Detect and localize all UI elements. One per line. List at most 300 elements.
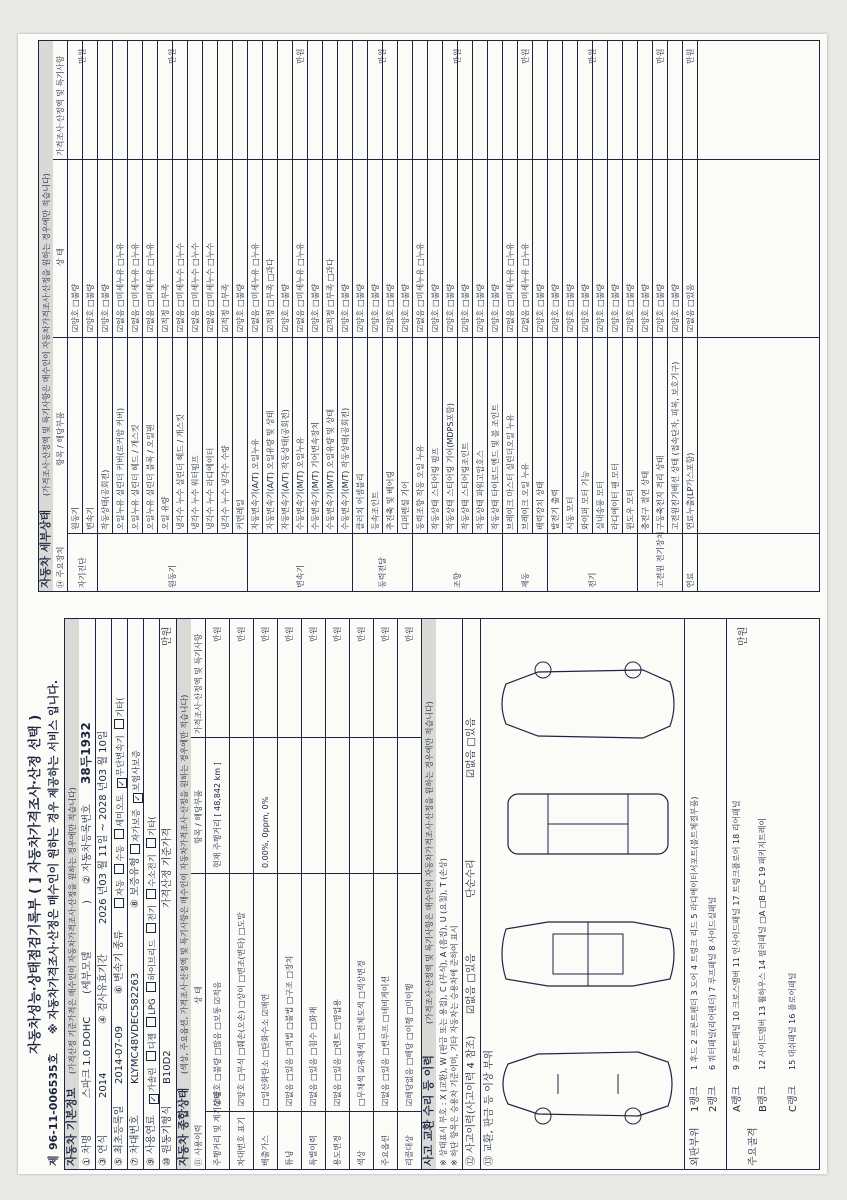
detail-row-item: 자동변속기(A/T) 오일유량 및 상태 <box>266 410 275 530</box>
rule <box>337 41 338 534</box>
service-notice: ※ 자동차가격조사·산정은 매수인이 원하는 경우 제공하는 서비스 입니다. <box>47 679 60 1034</box>
rule <box>205 619 206 1169</box>
first-reg-label: ⑤ 최초등록일 <box>114 1105 125 1166</box>
transmission-checkbox[interactable] <box>114 864 124 874</box>
transmission-checkbox[interactable] <box>114 898 124 908</box>
detail-group-unit: 만원 <box>168 48 177 64</box>
model-label: (세부모델 <box>82 951 93 994</box>
rule <box>480 619 481 1169</box>
detail-row-state[interactable]: ☑적정 □부족 <box>161 283 170 332</box>
fuel-option[interactable] <box>146 905 159 933</box>
overall-row-unit: 만원 <box>213 626 222 642</box>
fuel-option-label: 디젤 <box>148 1032 158 1050</box>
overall-row-unit: 만원 <box>285 626 294 642</box>
detail-row-state[interactable]: ☑적정 □부족 □과다 <box>266 258 275 332</box>
transmission-option[interactable] <box>116 735 127 788</box>
detail-col-item: 항목 / 해당부품 <box>56 411 65 466</box>
overall-col-state: 상 태 <box>194 986 203 1004</box>
detail-row-state[interactable]: ☑양호 □불량 <box>656 283 665 332</box>
detail-row-item: 작동상태 스티어링조인트 <box>461 442 470 530</box>
transmission-option-label: 기타( <box>116 697 126 718</box>
fuel-option[interactable] <box>146 854 159 899</box>
detail-row-state[interactable]: ☑양호 □불량 <box>446 283 455 332</box>
overall-row-unit: 만원 <box>357 626 366 642</box>
detail-row-state[interactable]: ☑양호 □불량 <box>581 283 590 332</box>
rule <box>502 41 503 591</box>
car-name-label: ① 차명 <box>82 1134 93 1166</box>
rule <box>157 41 158 534</box>
rotated-sheet <box>18 34 827 1174</box>
accident-section-note: (가격조사·산정액 및 특기사항은 매수인이 자동차가격조사·산정을 원하는 경우에만 적습니다) <box>425 701 434 1024</box>
overall-row-label: 색상 <box>357 1150 366 1166</box>
rule <box>301 619 302 1169</box>
overall-section-title: 자동차 종합상태 <box>177 1087 190 1166</box>
rule <box>253 619 254 1169</box>
rule <box>457 41 458 534</box>
rule <box>127 619 128 1169</box>
detail-row-state[interactable]: ☑양호 □불량 <box>281 283 290 332</box>
detail-group-name: 동력전달 <box>378 557 387 588</box>
fuel-option[interactable] <box>146 939 159 992</box>
detail-row-item: 수동변속기(M/T) 작동상태(공회전) <box>341 407 350 530</box>
fuel-option-label: 가솔린 <box>148 1067 158 1092</box>
rankB: B랭크 <box>758 1085 769 1112</box>
rule <box>127 41 128 534</box>
detail-group-name: 연료 <box>685 572 695 588</box>
rule <box>637 41 638 591</box>
rule <box>82 41 83 534</box>
detail-row-state[interactable]: ☑없음 □미세누유 □누유 <box>146 242 155 332</box>
detail-row-state[interactable]: ☑양호 □불량 <box>386 283 395 332</box>
reg-no: 38두1932 <box>79 722 93 784</box>
engine-label: ⑩ 원동기형식 <box>162 1105 173 1166</box>
rank2-items: 6 쿼터패널(리어펜더) 7 루프패널 8 사이드실패널 <box>708 896 717 1070</box>
rule <box>325 619 326 1169</box>
detail-row-item: 수동변속기(M/T) 오일유량 및 상태 <box>326 408 335 530</box>
document-page <box>18 34 827 1174</box>
detail-row-item: 작동상태 파워고압호스 <box>476 450 485 530</box>
basic-section-note: (가격산정 기준가격은 매수인이 자동차가격조사·산정을 원하는 경우에만 적습니다) <box>68 787 77 1074</box>
detail-row-state[interactable]: ☑없음 □미세누유 □누유 <box>416 242 425 332</box>
transmission-option-label: 무단변속기 <box>116 735 126 777</box>
accident-legend: ※ 상태표시 부호 : X (교환), W (판금 또는 용접), C (부식), A (흠집), U (요철), T (손상) <box>439 857 448 1166</box>
fuel-option[interactable] <box>148 1067 159 1104</box>
rule <box>277 619 278 1169</box>
detail-row-state[interactable]: ☑없음 □있음 <box>686 283 695 332</box>
warranty-label: ⑧ 보증유형 <box>130 857 141 908</box>
rule <box>97 41 98 591</box>
detail-row-item: 냉각수 누수 냉각수 수량 <box>221 445 230 530</box>
detail-group-unit: 만원 <box>378 48 387 64</box>
fuel-label: ⑨ 사용연료 <box>146 1115 157 1166</box>
detail-row-state[interactable]: ☑양호 □불량 <box>431 283 440 332</box>
overall-row-label: 용도변경 <box>333 1135 342 1166</box>
rule <box>67 533 819 534</box>
detail-row-state[interactable]: ☑양호 □불량 <box>566 283 575 332</box>
rule <box>247 41 248 591</box>
fuel-option[interactable] <box>146 998 159 1026</box>
rule <box>217 41 218 534</box>
detail-group-name: 원동기 <box>168 564 177 588</box>
overall-row-state[interactable]: ☑양호 □부식 □훼손(오손) □상이 □변조(변타) □도말 <box>237 912 246 1106</box>
rule <box>472 41 473 534</box>
rule <box>159 619 160 1169</box>
detail-row-item: 와이퍼 모터 기능 <box>581 470 590 530</box>
detail-row-state[interactable]: ☑없음 □미세누유 □누유 <box>296 242 305 332</box>
detail-row-item: 작동상태 타이로드엔드 및 볼 조인트 <box>491 403 500 530</box>
rule <box>577 41 578 534</box>
detail-row-item: 발전기 출력 <box>551 488 560 530</box>
detail-row-item: 오일누유 실린더 헤드 / 개스킷 <box>131 424 140 530</box>
doc-number-suffix: 호 <box>47 1053 60 1064</box>
overall-row-unit: 만원 <box>405 626 414 642</box>
detail-row-item: 라디에이터 팬 모터 <box>611 463 620 530</box>
fuel-option[interactable] <box>146 816 159 848</box>
rule <box>352 41 353 591</box>
overall-row-state[interactable]: ☑양호 □불량 □많음 □보통 ☑적음 <box>213 981 222 1106</box>
rule <box>592 41 593 534</box>
rank1: 1랭크 <box>690 1086 701 1112</box>
fuel-checkbox[interactable]: ✓ <box>149 1095 158 1103</box>
warranty-option-label: 자가보증 <box>132 809 142 842</box>
rule <box>547 41 548 591</box>
detail-group-unit: 만원 <box>685 48 695 64</box>
simple-repair-label: 단순수리 <box>466 859 477 898</box>
rule <box>142 41 143 534</box>
detail-row-item: 디퍼렌셜 기어 <box>401 481 410 530</box>
car-top-diagram <box>498 904 678 1004</box>
rule <box>697 41 698 591</box>
car-frame-diagram <box>498 774 678 874</box>
detail-row-state[interactable]: ☑양호 □불량 <box>86 283 95 332</box>
price-unit: 만원 <box>162 626 173 646</box>
detail-row-state[interactable]: ☑양호 □불량 <box>356 283 365 332</box>
rule <box>682 41 683 591</box>
warranty-option[interactable] <box>130 809 143 854</box>
detail-row-state[interactable]: ☑적정 □부족 <box>221 283 230 332</box>
detail-section-note: (가격조사·산정액 및 특기사항은 매수인이 자동차가격조사·산정을 원하는 경우에만 적습니다) <box>42 173 51 496</box>
detail-row-state[interactable]: ☑없음 □미세누수 □누수 <box>191 242 200 332</box>
detail-row-state[interactable]: ☑양호 □불량 <box>551 283 560 332</box>
reg-no-label: ② 자동차등록번호 <box>82 804 93 884</box>
overall-row-unit: 만원 <box>237 626 246 642</box>
detail-row-item: 클러치 어셈블리 <box>356 473 365 530</box>
rule <box>205 1111 421 1112</box>
rankA-items: 9 프론트패널 10 크로스멤버 11 인사이드패널 17 트렁크플로어 18 리어패널 <box>732 800 741 1070</box>
transmission-checkbox[interactable] <box>114 719 124 729</box>
detail-row-state[interactable]: ☑없음 □미세누유 □누유 <box>116 242 125 332</box>
rule <box>532 41 533 534</box>
warranty-checkbox[interactable]: ✓ <box>133 794 142 802</box>
valid-label: ④ 검사유효기간 <box>98 953 109 1024</box>
overall-row-label: 배출가스 <box>261 1135 270 1166</box>
detail-row-item: 작동상태 스티어링 기어(MDPS포함) <box>446 402 455 530</box>
rule <box>143 619 144 1169</box>
detail-row-item: 오일누유 실린더 블록 / 오일팬 <box>146 424 155 530</box>
detail-row-item: 추진축 및 베어링 <box>386 470 395 530</box>
detail-row-item: 자동변속기(A/T) 작동상태(공회전) <box>281 409 290 530</box>
detail-row-item: 수동변속기(M/T) 오일누유 <box>296 437 305 530</box>
rule <box>667 41 668 534</box>
rule <box>307 41 308 534</box>
rankB-items: 12 사이드멤버 13 휠하우스 14 필러패널 □A □B □C 19 패키지트레이 <box>758 817 767 1070</box>
detail-row-item: 배력장치 상태 <box>536 481 545 530</box>
simple-repair-state: ☑없음 □있음 <box>466 717 477 778</box>
transmission-option-label: 세미오토 <box>116 794 126 828</box>
transmission-option-label: 수동 <box>116 845 126 862</box>
accident-legend2: ※ 하단 항목은 승용차 기준이며, 기타 자동차는 승용차에 준하여 표시 <box>450 925 459 1166</box>
rule <box>373 619 374 1169</box>
rule <box>202 41 203 534</box>
form-title: 자동차성능·상태점검기록부 ( ] 자동차가격조사·산정 선택 ) <box>28 714 43 1054</box>
detail-row-item: 동력조향 작동 오일 누유 <box>416 445 425 530</box>
detail-row-state[interactable]: ☑양호 □불량 <box>641 283 650 332</box>
detail-group-name: 조향 <box>453 572 462 588</box>
rule <box>382 41 383 534</box>
basic-section-title: 자동차 기본정보 <box>65 1087 78 1166</box>
detail-row-item: 오일 유량 <box>161 496 170 530</box>
detail-group-unit: 만원 <box>588 48 597 64</box>
detail-row-state[interactable]: ☑양호 □불량 <box>671 283 680 332</box>
rule <box>462 619 463 1169</box>
detail-group-name: 전기 <box>588 572 597 588</box>
fuel-option-label: 수소전기 <box>148 854 158 887</box>
outer-label: 외판부위 <box>690 1127 701 1166</box>
overall-row-label: 특별이력 <box>309 1135 318 1166</box>
detail-row-state[interactable]: ☑양호 □불량 <box>71 283 80 332</box>
overall-col-price: 가격조사·산정액 및 특기사항 <box>194 633 203 734</box>
fuel-checkbox[interactable] <box>146 982 156 992</box>
detail-row-item: 고전원전기배선 상태 (접속단자, 피복, 보호기구) <box>671 361 680 530</box>
detail-row-item: 냉각수 누수 라디에이터 <box>206 447 215 530</box>
detail-row-item: 작동상태 스티어링 펌프 <box>431 447 440 530</box>
detail-row-state[interactable]: ☑양호 □불량 <box>596 283 605 332</box>
detail-row-state[interactable]: ☑없음 □미세누수 □누수 <box>176 242 185 332</box>
detail-row-item: 충전구 절연 상태 <box>641 470 650 530</box>
detail-row-state[interactable]: ☑양호 □불량 <box>101 283 110 332</box>
rule <box>172 41 173 534</box>
detail-row-state[interactable]: ☑양호 □불량 <box>341 283 350 332</box>
fuel-checkbox[interactable] <box>146 1051 156 1061</box>
detail-group-unit: 만원 <box>78 48 87 64</box>
detail-group-name: 변속기 <box>295 564 305 588</box>
accident-state: ☑없음 □있음 <box>466 953 477 1014</box>
engine: B10D2 <box>162 1050 173 1084</box>
price-label: 가격산정 기준가격 <box>162 827 173 908</box>
doc-number: 96-11-006535 <box>47 1064 60 1150</box>
doc-number-label: 제 <box>47 1155 60 1166</box>
rule <box>322 41 323 534</box>
detail-row-state[interactable]: ☑없음 □미세누수 □누수 <box>206 242 215 332</box>
fuel-checkbox[interactable] <box>146 1017 156 1027</box>
overall-row-label: 튜닝 <box>285 1150 294 1166</box>
vin: KLYMC48VDEC582263 <box>130 972 141 1084</box>
detail-row-state[interactable]: ☑양호 □불량 <box>491 283 500 332</box>
detail-row-item: 시동 모터 <box>566 496 575 530</box>
rule <box>191 873 421 874</box>
fuel-option-label: 하이브리드 <box>148 939 158 981</box>
rule <box>112 41 113 534</box>
detail-row-item: 수동변속기(M/T) 기어변속장치 <box>311 421 320 530</box>
rule <box>232 41 233 534</box>
rule <box>292 41 293 534</box>
detail-row-state[interactable]: ☑양호 □불량 <box>626 283 635 332</box>
rule <box>349 619 350 1169</box>
overall-row-state[interactable]: ☑해당없음 □해당 □이행 □미이행 <box>405 983 414 1106</box>
parts-label: ⑬ 교환, 판금 등 이상 부위 <box>484 1049 495 1166</box>
warranty-checkbox[interactable] <box>130 844 140 854</box>
overall-row-label: 차대번호 표기 <box>237 1117 246 1166</box>
rule <box>229 619 230 1169</box>
rule <box>53 159 819 160</box>
fuel-checkbox[interactable] <box>146 889 156 899</box>
rule <box>622 41 623 534</box>
detail-row-item: 변속기 <box>86 506 95 530</box>
rule <box>652 41 653 534</box>
detail-group-unit: 만원 <box>520 48 530 64</box>
warranty-option[interactable] <box>132 750 143 803</box>
detail-row-item: 원동기 <box>71 506 80 530</box>
rule <box>111 619 112 1169</box>
accident-label: ⑫ 사고이력(사고이력 4 참조) <box>466 1035 477 1166</box>
car-top-view-diagram <box>498 654 678 754</box>
model-close: ) <box>82 900 93 904</box>
transmission-option-label: 자동 <box>116 879 126 896</box>
overall-row-detail: 현재 주행거리 [ 48,842 km ] <box>213 762 222 868</box>
detail-row-state[interactable]: ☑양호 □불량 <box>236 283 245 332</box>
year: 2014 <box>98 1072 109 1098</box>
rule <box>517 41 518 534</box>
transmission-option[interactable] <box>114 880 127 908</box>
warranty-options <box>130 744 143 854</box>
transmission-checkbox[interactable]: ✓ <box>117 779 126 787</box>
detail-col-main: ⑭ 주요장치 <box>56 546 65 588</box>
accident-unit: 만원 <box>738 626 749 646</box>
detail-group-unit: 만원 <box>295 48 305 64</box>
detail-row-state[interactable]: ☑없음 □미세누유 □누유 <box>506 242 515 332</box>
rule <box>367 41 368 534</box>
rule <box>277 41 278 534</box>
fuel-option-label: 기타( <box>148 816 158 837</box>
detail-row-state[interactable]: ☑양호 □불량 <box>371 283 380 332</box>
rule <box>487 41 488 534</box>
detail-row-state[interactable]: ☑양호 □불량 <box>311 283 320 332</box>
trans-label: ⑥ 변속기 종류 <box>114 930 125 994</box>
detail-row-state[interactable]: ☑양호 □불량 <box>401 283 410 332</box>
rule <box>187 41 188 534</box>
detail-row-state[interactable]: ☑적정 □부족 □과다 <box>326 258 335 332</box>
rule <box>427 41 428 534</box>
rule <box>412 41 413 591</box>
detail-group-name: 고전원 전기장치 <box>655 531 665 588</box>
transmission-option[interactable] <box>114 794 127 839</box>
fuel-checkbox[interactable] <box>146 838 156 848</box>
detail-row-state[interactable]: ☑양호 □불량 <box>536 283 545 332</box>
detail-col-price: 가격조사·산정액 및 특기사항 <box>56 55 65 156</box>
warranty-option-label: 보험사보증 <box>132 750 142 792</box>
detail-row-item: 작동상태(공회전) <box>101 469 110 530</box>
detail-row-item: 구동축전지 격리 상태 <box>656 455 665 530</box>
rule <box>397 41 398 534</box>
rule <box>562 41 563 534</box>
detail-row-item: 냉각수 누수 워터펌프 <box>191 455 200 530</box>
overall-row-unit: 만원 <box>333 626 342 642</box>
detail-row-state[interactable]: ☑없음 □미세누유 □누유 <box>131 242 140 332</box>
rank2: 2랭크 <box>708 1086 719 1112</box>
transmission-checkbox[interactable] <box>114 829 124 839</box>
detail-row-item: 윈도우 모터 <box>626 488 635 530</box>
rule <box>442 41 443 534</box>
page-two <box>18 36 827 596</box>
detail-row-state[interactable]: ☑양호 □불량 <box>476 283 485 332</box>
detail-row-item: 실내송풍 모터 <box>596 481 605 530</box>
detail-row-item: 브레이크 오일 누유 <box>521 463 530 530</box>
detail-group-name: 자기진단 <box>78 557 87 588</box>
overall-row-unit: 만원 <box>381 626 390 642</box>
overall-row-state[interactable]: ☑없음 □있음 □썬루프 □네비게이션 <box>381 975 390 1106</box>
overall-row-state[interactable]: □일산화탄소 □탄화수소 ☑매연 <box>261 993 270 1106</box>
overall-row-label: 리콜대상 <box>405 1135 414 1166</box>
overall-section-note: (색상, 주요옵션, 가격조사·산정액 및 특기사항은 매수인이 자동차가격조사·산정을 원하는 경우에만 적습니다) <box>180 694 189 1074</box>
detail-group-name: 제동 <box>520 572 530 588</box>
detail-group-unit: 만원 <box>655 48 665 64</box>
detail-row-state[interactable]: ☑양호 □불량 <box>461 283 470 332</box>
overall-row-state[interactable]: ☑없음 □있음 □침수 □화재 <box>309 1006 318 1106</box>
page-one <box>18 614 827 1174</box>
detail-section-title: 자동차 세부상태 <box>39 509 52 588</box>
fuel-option-label: 전기 <box>148 904 158 922</box>
fuel-option-label: LPG <box>148 998 158 1015</box>
overall-row-state[interactable]: ☑없음 □있음 □렌트 □영업용 <box>333 998 342 1106</box>
detail-row-state[interactable]: ☑양호 □불량 <box>611 283 620 332</box>
trans-options <box>114 691 127 908</box>
overall-col-detail: 항목 / 해당부품 <box>194 789 203 844</box>
car-name: 스파크 1.0 DOHC <box>82 1016 93 1098</box>
rule <box>684 619 685 1169</box>
transmission-option[interactable] <box>114 697 127 729</box>
overall-row-state[interactable]: □무채색 ☑유채색 □전체도색 □색상변경 <box>357 960 366 1106</box>
detail-row-item: 자동변속기(A/T) 오일누유 <box>251 438 260 530</box>
rank1-items: 1 후드 2 프론트펜더 3 도어 4 트렁크 리드 5 라디에이터서포트(볼트체결부품) <box>690 796 699 1070</box>
transmission-option[interactable] <box>114 845 127 873</box>
rule <box>95 619 96 1169</box>
detail-row-state[interactable]: ☑없음 □미세누유 □누유 <box>521 242 530 332</box>
detail-row-item: 등속조인트 <box>371 491 380 530</box>
fuel-option[interactable] <box>146 1033 159 1061</box>
detail-row-item: 냉각수 누수 실린더 헤드 / 개스킷 <box>176 414 185 530</box>
detail-group-unit: 만원 <box>453 48 462 64</box>
detail-row-state[interactable]: ☑없음 □미세누유 □누유 <box>251 242 260 332</box>
rankC-items: 15 대쉬패널 16 플로어패널 <box>788 972 797 1070</box>
rule <box>67 41 68 591</box>
overall-row-unit: 만원 <box>309 626 318 642</box>
rule <box>191 737 421 738</box>
detail-row-item: 연료누출(LP가스포함) <box>686 452 695 530</box>
rule <box>262 41 263 534</box>
accident-section-title: 사고 교환 수리 등 이력 <box>422 1055 435 1166</box>
overall-row-state[interactable]: ☑없음 □있음 □적법 □불법 □구조 □장치 <box>285 955 294 1106</box>
overall-row-label: 주요옵션 <box>381 1135 390 1166</box>
vin-label: ⑦ 차대번호 <box>130 1115 141 1166</box>
detail-row-item: 브레이크 마스터 실린더오일 누유 <box>506 414 515 530</box>
detail-row-item: 커먼레일 <box>236 499 245 530</box>
fuel-checkbox[interactable] <box>146 923 156 933</box>
overall-row-detail: 0.00%, 0ppm, 0% <box>261 796 270 868</box>
overall-row-label: 주행거리 및 계기상태 <box>213 1091 222 1166</box>
year-label: ③ 연식 <box>98 1134 109 1166</box>
car-side-diagram <box>498 1034 678 1134</box>
overall-col-item: ⑪ 사용이력 <box>194 1124 203 1166</box>
